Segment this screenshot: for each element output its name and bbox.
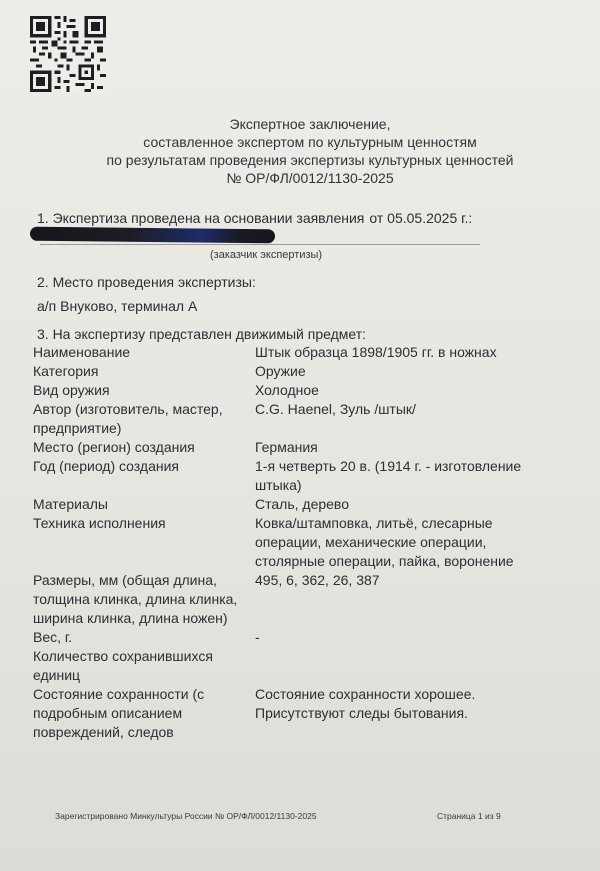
document-header (60, 115, 560, 187)
row-value: Оружие (255, 363, 306, 379)
header-subtitle-1: составленное экспертом по культурным ценностям (143, 134, 477, 150)
table-row (33, 438, 543, 457)
table-row (33, 457, 543, 495)
application-date: от 05.05.2025 г.: (369, 210, 473, 226)
row-value: Холодное (255, 382, 319, 398)
row-value: Ковка/штамповка, литьё, слесарные операции, механические операции, столярные операции, пайка, воронение (255, 515, 514, 569)
row-label: Количество сохранившихся единиц (33, 648, 213, 683)
table-row (33, 381, 543, 400)
table-row (33, 400, 543, 438)
examination-place: а/п Внуково, терминал А (37, 298, 198, 314)
section-1-heading (37, 209, 472, 227)
item-details-table (33, 343, 543, 742)
row-value: 495, 6, 362, 26, 387 (255, 572, 380, 588)
header-subtitle-2: по результатам проведения экспертизы культурных ценностей (106, 152, 514, 168)
row-value: C.G. Haenel, Зуль /штык/ (255, 401, 416, 417)
row-label: Место (регион) создания (33, 439, 195, 455)
row-label: Техника исполнения (33, 515, 166, 531)
row-value: Сталь, дерево (255, 496, 349, 512)
document-number: № ОР/ФЛ/0012/1130-2025 (226, 170, 394, 186)
row-label: Материалы (33, 496, 108, 512)
table-row (33, 647, 543, 685)
header-title: Экспертное заключение, (229, 116, 391, 132)
customer-underline (40, 244, 480, 245)
row-value (255, 647, 543, 685)
table-row (33, 514, 543, 571)
row-value: Германия (255, 439, 318, 455)
row-label: Наименование (33, 344, 131, 360)
row-label: Размеры, мм (общая длина, толщина клинка, длина клинка, ширина клинка, длина ножен) (33, 572, 238, 626)
section-3-title: 3. На экспертизу представлен движимый предмет: (37, 326, 367, 342)
row-label: Вес, г. (33, 629, 73, 645)
table-row (33, 685, 543, 742)
qr-code-icon (30, 16, 106, 92)
table-row (33, 495, 543, 514)
row-value: Состояние сохранности хорошее. Присутствуют следы бытования. (255, 686, 476, 721)
row-value: 1-я четверть 20 в. (1914 г. - изготовление штыка) (255, 458, 522, 493)
row-label: Вид оружия (33, 382, 110, 398)
row-label: Категория (33, 363, 99, 379)
row-label: Состояние сохранности (с подробным описанием повреждений, следов (33, 686, 205, 740)
table-row (33, 628, 543, 647)
section-1-title: 1. Экспертиза проведена на основании заявления (37, 210, 365, 226)
page-number: Страница 1 из 9 (437, 811, 501, 821)
row-value: Штык образца 1898/1905 гг. в ножнах (255, 344, 497, 360)
row-label: Год (период) создания (33, 458, 180, 474)
customer-note: (заказчик экспертизы) (210, 249, 323, 261)
row-value: - (255, 629, 260, 645)
table-row (33, 571, 543, 628)
registration-footer: Зарегистрировано Минкультуры России № ОР/ФЛ/0012/1130-2025 (55, 811, 317, 821)
table-row (33, 362, 543, 381)
section-2-title: 2. Место проведения экспертизы: (37, 274, 256, 290)
row-label: Автор (изготовитель, мастер, предприятие) (33, 401, 223, 436)
redacted-customer-name (30, 227, 275, 244)
table-row (33, 343, 543, 362)
